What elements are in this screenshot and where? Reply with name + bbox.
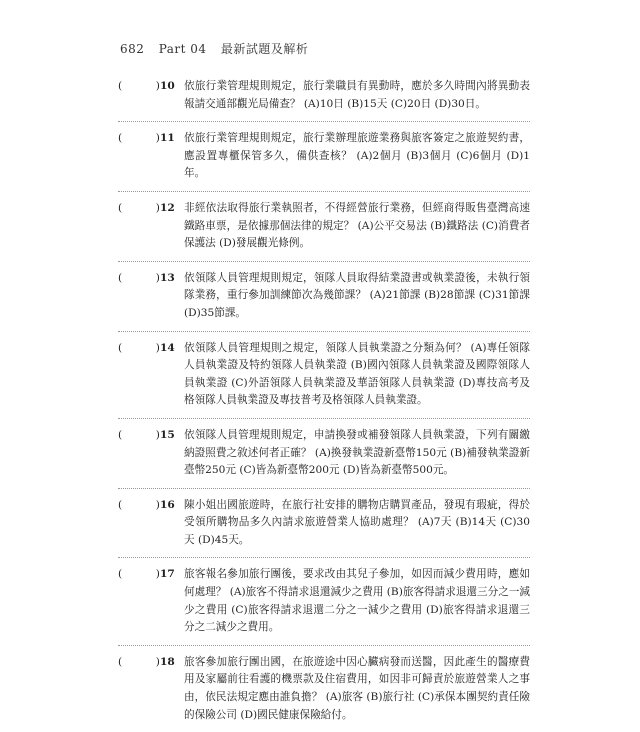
- question-item: [118, 654, 530, 724]
- question-number: 11: [160, 132, 175, 145]
- answer-blank: ( ): [118, 132, 160, 145]
- question-number: 10: [160, 80, 175, 92]
- answer-blank: ( ): [118, 655, 160, 668]
- question-item: [118, 130, 530, 183]
- answer-blank: ( ): [118, 271, 160, 284]
- question-item: [118, 497, 530, 550]
- part-label: Part 04: [158, 42, 207, 56]
- divider: [118, 645, 530, 646]
- question-item: [118, 200, 530, 253]
- divider: [118, 191, 530, 192]
- question-text: 依領隊人員管理規則之規定，領隊人員執業證之分類為何？ (A)專任領隊人員執業證及特約領隊人員執業證 (B)國內領隊人員執業證及國際領隊人員執業證 (C)外語領隊人員執業證及華語領隊人員執業證 (D)專技高考及格領隊人員執業證及專技普考及格領隊人員執業證。: [184, 341, 530, 407]
- section-title: 最新試題及解析: [220, 42, 309, 56]
- question-text: 依領隊人員管理規則規定，領隊人員取得結業證書或執業證後，未執行領隊業務，重行參加訓練節次為幾節課？ (A)21節課 (B)28節課 (C)31節課 (D)35節課。: [184, 271, 530, 319]
- answer-blank: ( ): [118, 201, 160, 214]
- question-text: 依領隊人員管理規則規定，申請換發或補發領隊人員執業證，下列有關繳納證照費之敘述何者正確？ (A)換發執業證新臺幣150元 (B)補發執業證新臺幣250元 (C)皆為新臺幣200元 (D)皆為新臺幣500元。: [184, 428, 530, 477]
- answer-blank: ( ): [118, 428, 160, 441]
- question-text: 依旅行業管理規則規定，旅行業辦理旅遊業務與旅客簽定之旅遊契約書，應設置專櫃保管多久，備供查核？ (A)2個月 (B)3個月 (C)6個月 (D)1年。: [184, 132, 530, 180]
- divider: [118, 121, 530, 122]
- question-text: 旅客報名參加旅行團後，要求改由其兒子參加，如因而減少費用時，應如何處理？ (A)旅客不得請求退還減少之費用 (B)旅客得請求退還三分之一減少之費用 (C)旅客得請求退還二分之一減少之費用 (D)旅客得請求退還三分之二減少之費用。: [184, 568, 530, 634]
- divider: [118, 557, 530, 558]
- divider: [118, 418, 530, 419]
- question-text: 陳小姐出國旅遊時，在旅行社安排的購物店購買產品，發現有瑕疵，得於受領所購物品多久內請求旅遊營業人協助處理？ (A)7天 (B)14天 (C)30天 (D)45天。: [184, 498, 530, 546]
- question-item: [118, 340, 530, 410]
- answer-blank: ( ): [118, 568, 160, 581]
- answer-blank: ( ): [118, 80, 160, 92]
- divider: [118, 331, 530, 332]
- question-number: 16: [160, 498, 175, 511]
- answer-blank: ( ): [118, 498, 160, 511]
- divider: [118, 261, 530, 262]
- question-list: [118, 78, 530, 732]
- page-header: [120, 40, 318, 57]
- question-item: [118, 566, 530, 636]
- divider: [118, 488, 530, 489]
- answer-blank: ( ): [118, 341, 160, 354]
- question-number: 12: [160, 201, 175, 214]
- question-text: 非經依法取得旅行業執照者，不得經營旅行業務，但經商得販售臺灣高速鐵路車票，是依據那個法律的規定？ (A)公平交易法 (B)鐵路法 (C)消費者保護法 (D)發展觀光條例。: [184, 201, 530, 250]
- question-item: [118, 427, 530, 480]
- question-number: 15: [160, 428, 175, 441]
- question-item: [118, 270, 530, 323]
- question-text: 旅客參加旅行團出國，在旅遊途中因心臟病發而送醫，因此產生的醫療費用及家屬前往看護的機票款及住宿費用，如因非可歸責於旅遊營業人之事由，依民法規定應由誰負擔？ (A)旅客 (B)旅行社 (C)承保本團契約責任險的保險公司 (D)國民健康保險給付。: [184, 655, 530, 721]
- page-number: 682: [120, 42, 145, 56]
- question-number: 17: [160, 568, 175, 581]
- question-item: [118, 78, 530, 113]
- question-number: 13: [160, 271, 175, 284]
- question-number: 18: [160, 655, 175, 668]
- question-text: 依旅行業管理規則規定，旅行業職員有異動時，應於多久時間內將異動表報請交通部觀光局備查？ (A)10日 (B)15天 (C)20日 (D)30日。: [184, 80, 530, 110]
- question-number: 14: [160, 341, 175, 354]
